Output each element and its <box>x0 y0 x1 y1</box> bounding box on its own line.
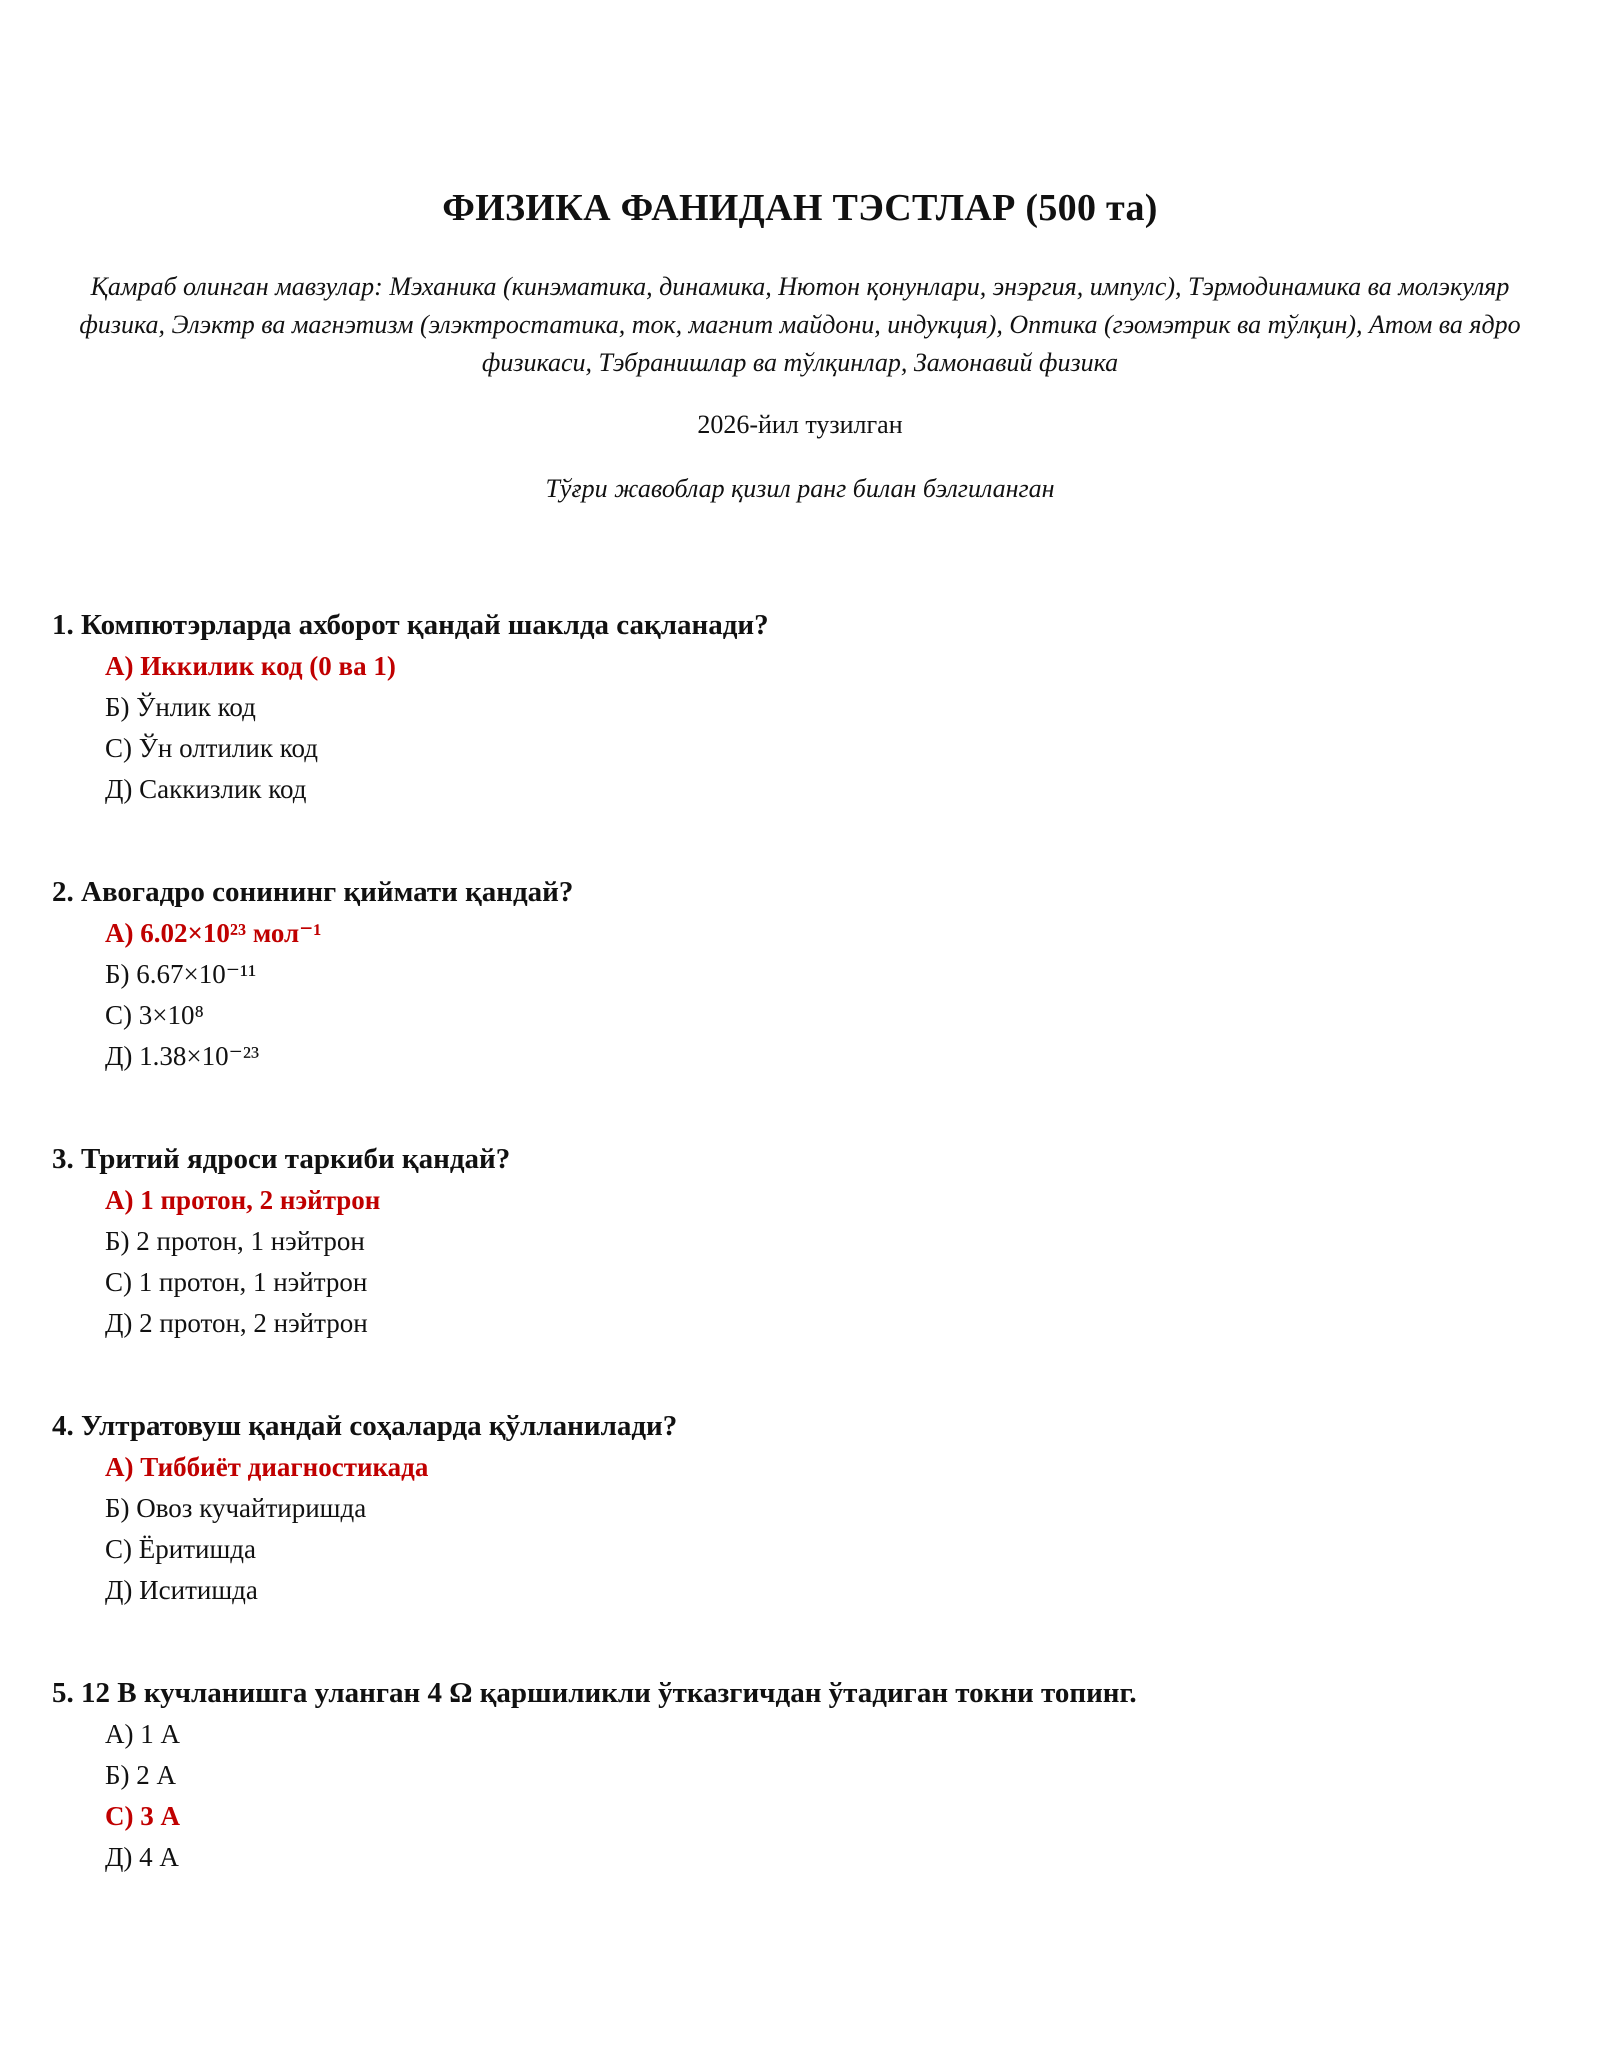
answer-option: Б) Ўнлик код <box>105 692 256 722</box>
answer-option: Д) 2 протон, 2 нэйтрон <box>105 1308 368 1338</box>
answer-option: А) 1 протон, 2 нэйтрон <box>105 1185 381 1215</box>
question-text: 5. 12 В кучланишга уланган 4 Ω қаршиликли ўтказгичдан ўтадиган токни топинг. <box>52 1677 1137 1709</box>
answer-list <box>52 646 1552 810</box>
question-2 <box>52 871 1552 1138</box>
answer-option: Д) Иситишда <box>105 1575 258 1605</box>
question-3 <box>52 1138 1552 1405</box>
question-text: 1. Компютэрларда ахборот қандай шаклда сақланади? <box>52 609 769 641</box>
answer-option: С) 3×10⁸ <box>105 1000 204 1030</box>
document-title: ФИЗИКА ФАНИДАН ТЭСТЛАР (500 та) <box>442 187 1158 229</box>
answer-option: С) 3 А <box>105 1801 180 1831</box>
answer-option: Б) 6.67×10⁻¹¹ <box>105 959 257 989</box>
answer-option: А) 1 А <box>105 1719 180 1749</box>
question-4 <box>52 1405 1552 1672</box>
answer-option: Б) 2 протон, 1 нэйтрон <box>105 1226 365 1256</box>
answer-list <box>52 913 1552 1077</box>
answer-option: С) Ёритишда <box>105 1534 256 1564</box>
question-text: 2. Авогадро сонининг қиймати қандай? <box>52 876 574 908</box>
question-text: 3. Тритий ядроси таркиби қандай? <box>52 1143 511 1175</box>
answer-option: Д) 4 А <box>105 1842 179 1872</box>
question-list <box>52 604 1552 1939</box>
answer-list <box>52 1714 1552 1878</box>
answer-option: А) 6.02×10²³ мол⁻¹ <box>105 918 322 948</box>
question-1 <box>52 604 1552 871</box>
answer-option: Б) Овоз кучайтиришда <box>105 1493 367 1523</box>
answer-option: А) Тиббиёт диагностикада <box>105 1452 429 1482</box>
answer-option: С) 1 протон, 1 нэйтрон <box>105 1267 368 1297</box>
answer-option: Б) 2 А <box>105 1760 176 1790</box>
answer-option: А) Иккилик код (0 ва 1) <box>105 651 396 681</box>
answer-option: Д) 1.38×10⁻²³ <box>105 1041 260 1071</box>
document-year: 2026-йил тузилган <box>697 410 903 439</box>
question-5 <box>52 1672 1552 1939</box>
document-subtitle: Қамраб олинган мавзулар: Мэханика (кинэматика, динамика, Нютон қонунлари, энэргия, импулс), Тэрмодинамика ва молэкуляр физика, Элэктр ва магнэтизм (элэктростатика, ток, магнит майдони, индукция), Оптика (гэомэтрик ва тўлқин), Атом ва ядро физикаси, Тэбранишлар ва тўлқинлар, Замонавий физика <box>79 272 1521 377</box>
answer-option: Д) Саккизлик код <box>105 774 307 804</box>
answer-option: С) Ўн олтилик код <box>105 733 318 763</box>
question-text: 4. Ултратовуш қандай соҳаларда қўлланилади? <box>52 1410 678 1442</box>
document-note: Тўғри жавоблар қизил ранг билан бэлгиланган <box>545 474 1055 503</box>
answer-list <box>52 1447 1552 1611</box>
answer-list <box>52 1180 1552 1344</box>
